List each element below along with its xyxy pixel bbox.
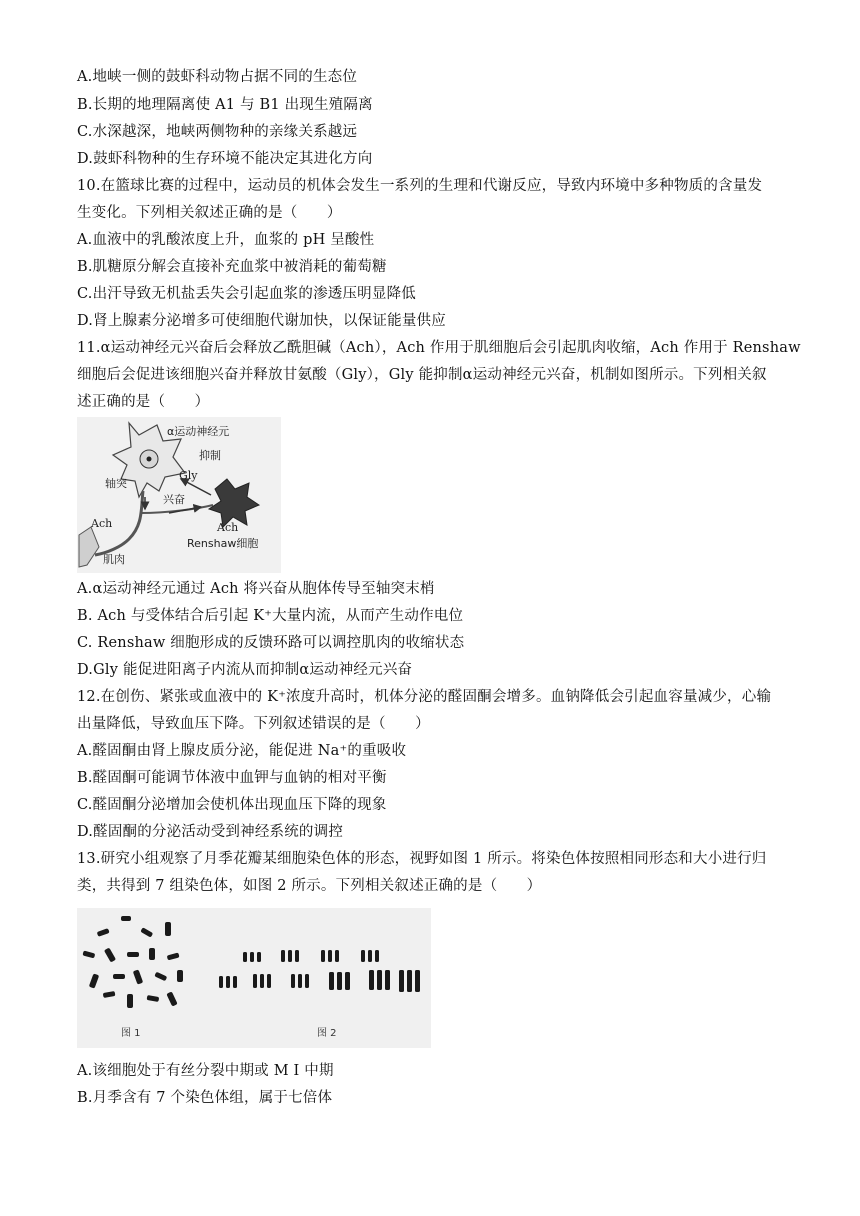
label-ach-left: Ach [91,517,113,530]
q11-stem-line1: 11.α运动神经元兴奋后会释放乙酰胆碱（Ach），Ach 作用于肌细胞后会引起肌肉收缩，Ach 作用于 Renshaw [77,340,801,356]
q10-option-a: A.血液中的乳酸浓度上升，血浆的 pH 呈酸性 [77,232,375,248]
q9-option-a: A.地峡一侧的鼓虾科动物占据不同的生态位 [77,69,358,85]
figure2-karyotype [219,950,420,992]
figure1-label: 图 1 [121,1028,141,1039]
q10-option-b: B.肌糖原分解会直接补充血浆中被消耗的葡萄糖 [77,259,387,275]
q12-option-c: C.醛固酮分泌增加会使机体出现血压下降的现象 [77,797,387,813]
figure1-chromosome-spread [82,916,183,1008]
q11-stem-line3: 述正确的是（ ） [77,394,210,410]
q13-stem-line1: 13.研究小组观察了月季花瓣某细胞染色体的形态，视野如图 1 所示。将染色体按照相同形态和大小进行归 [77,851,767,867]
q12-option-d: D.醛固酮的分泌活动受到神经系统的调控 [77,824,344,840]
label-axon: 轴突 [105,477,127,490]
q10-option-c: C.出汗导致无机盐丢失会引起血浆的渗透压明显降低 [77,286,416,302]
q9-option-b: B.长期的地理隔离使 A1 与 B1 出现生殖隔离 [77,97,373,113]
q12-stem-line2: 出量降低，导致血压下降。下列叙述错误的是（ ） [77,716,430,732]
q11-option-b: B. Ach 与受体结合后引起 K⁺大量内流，从而产生动作电位 [77,608,464,624]
q11-option-a: A.α运动神经元通过 Ach 将兴奋从胞体传导至轴突末梢 [77,581,435,597]
q13-option-b: B.月季含有 7 个染色体组，属于七倍体 [77,1090,333,1106]
label-excite: 兴奋 [163,493,185,506]
neuron-diagram [77,417,281,573]
q9-option-d: D.鼓虾科物种的生存环境不能决定其进化方向 [77,151,373,167]
q10-stem-line1: 10.在篮球比赛的过程中，运动员的机体会发生一系列的生理和代谢反应，导致内环境中多种物质的含量发 [77,178,763,194]
label-muscle: 肌肉 [103,553,125,566]
q11-stem-line2: 细胞后会促进该细胞兴奋并释放甘氨酸（Gly），Gly 能抑制α运动神经元兴奋，机制如图所示。下列相关叙 [77,367,767,383]
muscle-shape [79,527,99,567]
q10-stem-line2: 生变化。下列相关叙述正确的是（ ） [77,205,342,221]
q13-stem-line2: 类，共得到 7 组染色体，如图 2 所示。下列相关叙述正确的是（ ） [77,878,542,894]
q11-option-d: D.Gly 能促进阳离子内流从而抑制α运动神经元兴奋 [77,662,413,678]
q9-option-c: C.水深越深，地峡两侧物种的亲缘关系越远 [77,124,358,140]
label-renshaw: Renshaw细胞 [187,537,259,550]
q12-option-b: B.醛固酮可能调节体液中血钾与血钠的相对平衡 [77,770,387,786]
label-inhibit: 抑制 [199,449,221,462]
label-ach-right: Ach [217,521,239,534]
q10-option-d: D.肾上腺素分泌增多可使细胞代谢加快，以保证能量供应 [77,313,446,329]
q11-option-c: C. Renshaw 细胞形成的反馈环路可以调控肌肉的收缩状态 [77,635,465,651]
chromosome-figure [77,908,431,1048]
renshaw-cell-shape [209,479,259,527]
q12-option-a: A.醛固酮由肾上腺皮质分泌，能促进 Na⁺的重吸收 [77,743,407,759]
q12-stem-line1: 12.在创伤、紧张或血液中的 K⁺浓度升高时，机体分泌的醛固酮会增多。血钠降低会引起血容量减少，心输 [77,689,772,705]
label-alpha-neuron: α运动神经元 [167,425,230,438]
label-gly: Gly [179,469,198,482]
q13-option-a: A.该细胞处于有丝分裂中期或 M Ⅰ 中期 [77,1063,334,1079]
figure2-label: 图 2 [317,1028,337,1039]
